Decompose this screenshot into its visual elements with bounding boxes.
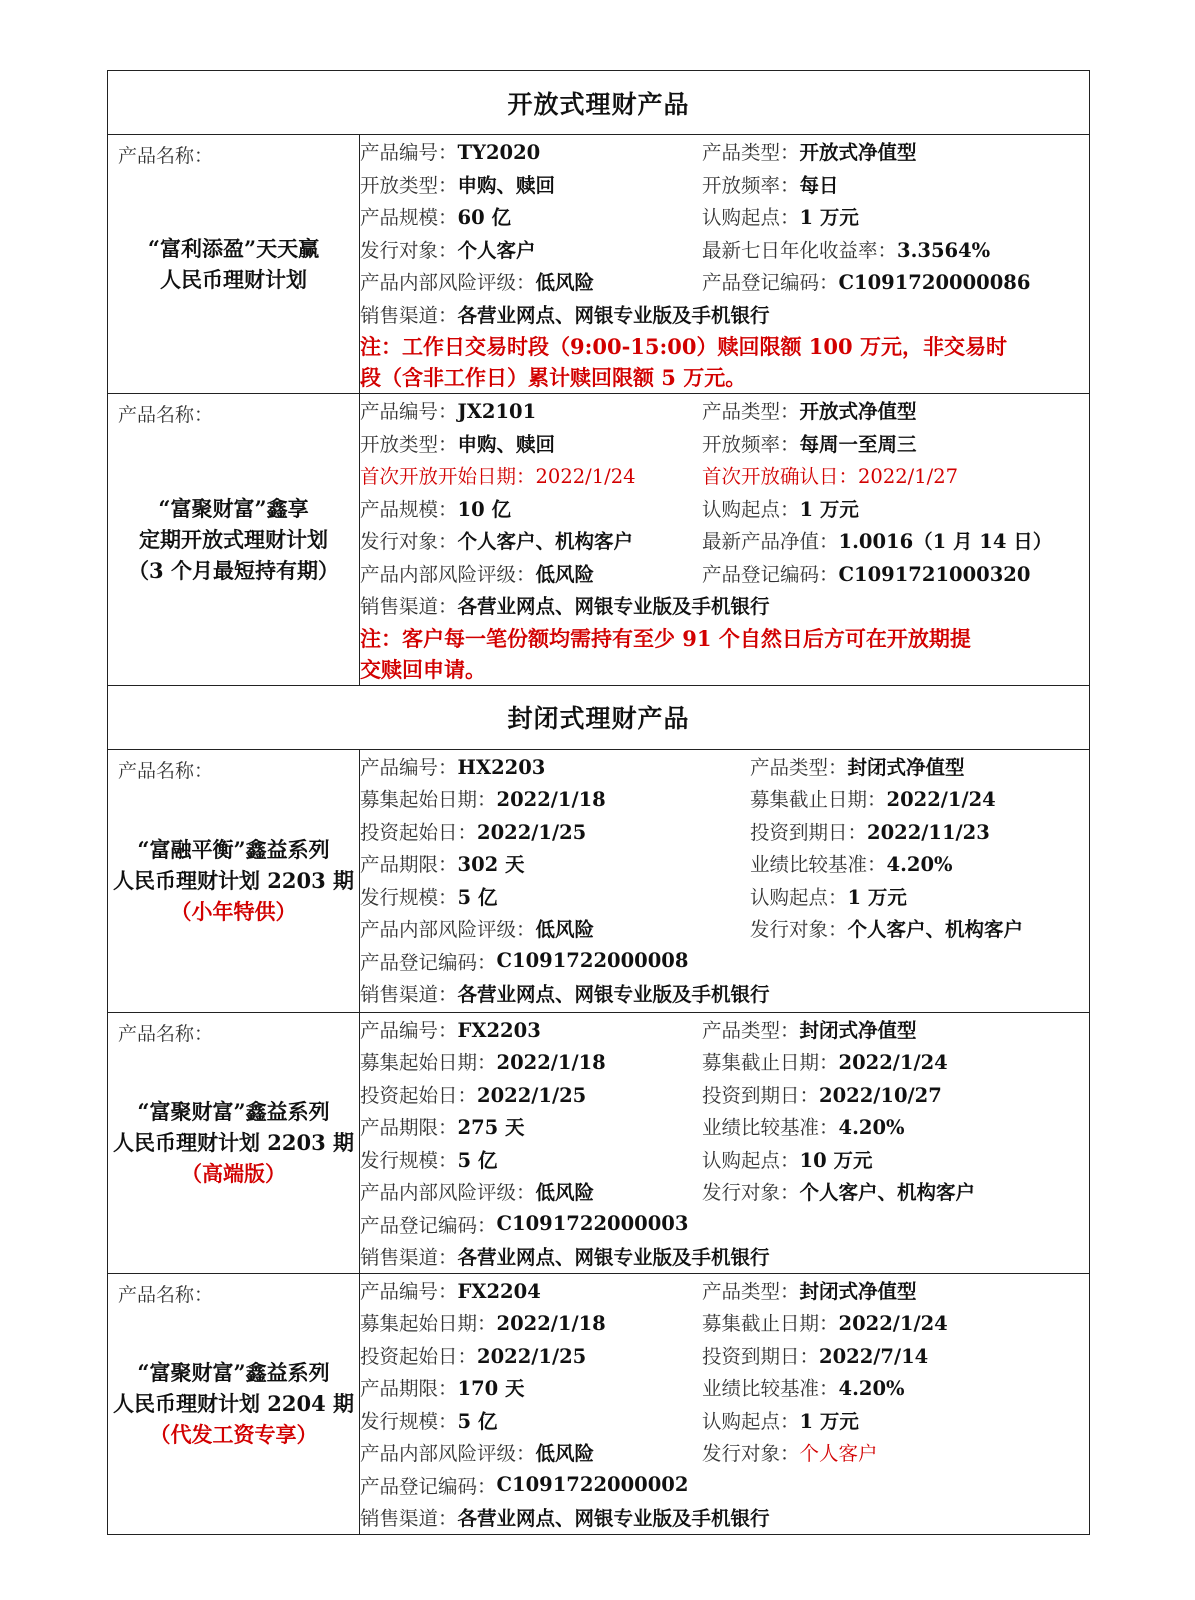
product-details-cell xyxy=(360,394,1090,686)
channel-value: 各营业网点、网银专业版及手机银行 xyxy=(457,595,770,619)
raise-end-label: 募集截止日期： xyxy=(750,788,887,812)
raise-end-value: 2022/1/24 xyxy=(838,1312,948,1336)
scale-label: 产品规模： xyxy=(360,206,458,230)
first-open-label: 首次开放开始日期： xyxy=(360,465,536,489)
first-open-value: 2022/1/24 xyxy=(535,465,636,489)
open-type-label: 开放类型： xyxy=(360,173,458,197)
channel-value: 各营业网点、网银专业版及手机银行 xyxy=(457,1507,770,1531)
product-table xyxy=(107,70,1090,1535)
product-name-line3: （高端版） xyxy=(181,1161,286,1186)
risk-label: 产品内部风险评级： xyxy=(360,918,536,942)
code-label: 产品编号： xyxy=(360,400,458,424)
risk-value: 低风险 xyxy=(535,1442,595,1466)
target-label: 发行对象： xyxy=(750,918,848,942)
invest-start-label: 投资起始日： xyxy=(360,1083,478,1107)
target-value: 个人客户 xyxy=(457,238,536,262)
invest-end-value: 2022/7/14 xyxy=(819,1344,929,1368)
invest-end-value: 2022/11/23 xyxy=(867,820,990,844)
raise-start-label: 募集起始日期： xyxy=(360,1312,497,1336)
issue-value: 5 亿 xyxy=(457,1409,498,1433)
min-label: 认购起点： xyxy=(702,1148,800,1172)
type-value: 封闭式净值型 xyxy=(847,755,965,779)
target-label: 发行对象： xyxy=(360,530,458,554)
bench-label: 业绩比较基准： xyxy=(750,853,887,877)
channel-value: 各营业网点、网银专业版及手机银行 xyxy=(457,1246,770,1270)
raise-end-label: 募集截止日期： xyxy=(702,1312,839,1336)
code-label: 产品编号： xyxy=(360,1018,458,1042)
min-value: 1 万元 xyxy=(847,885,907,909)
min-value: 10 万元 xyxy=(799,1148,873,1172)
type-value: 开放式净值型 xyxy=(799,141,917,165)
product-name-line1: “富融平衡”鑫益系列 xyxy=(137,837,330,862)
code-value: FX2204 xyxy=(457,1279,541,1303)
target-value: 个人客户、机构客户 xyxy=(799,1181,976,1205)
channel-label: 销售渠道： xyxy=(360,983,458,1007)
invest-start-label: 投资起始日： xyxy=(360,820,478,844)
target-label: 发行对象： xyxy=(702,1442,800,1466)
risk-value: 低风险 xyxy=(535,271,595,295)
product-name-label: 产品名称： xyxy=(118,1283,214,1306)
reg-label: 产品登记编码： xyxy=(702,562,839,586)
product-name-cell xyxy=(108,1012,360,1273)
yield-value: 3.3564% xyxy=(897,238,991,262)
product-name-line2: 定期开放式理财计划 xyxy=(139,526,328,552)
note-line2: 段（含非工作日）累计赎回限额 5 万元。 xyxy=(360,365,747,390)
code-value: TY2020 xyxy=(457,141,541,165)
raise-start-label: 募集起始日期： xyxy=(360,1051,497,1075)
type-value: 封闭式净值型 xyxy=(799,1018,917,1042)
type-value: 封闭式净值型 xyxy=(799,1279,917,1303)
freq-label: 开放频率： xyxy=(702,173,800,197)
raise-start-value: 2022/1/18 xyxy=(496,1312,606,1336)
reg-label: 产品登记编码： xyxy=(360,1474,497,1498)
risk-label: 产品内部风险评级： xyxy=(360,1442,536,1466)
target-value: 个人客户、机构客户 xyxy=(457,530,634,554)
open-type-label: 开放类型： xyxy=(360,432,458,456)
invest-end-label: 投资到期日： xyxy=(702,1083,820,1107)
term-label: 产品期限： xyxy=(360,1377,458,1401)
type-label: 产品类型： xyxy=(702,400,800,424)
product-details-cell xyxy=(360,1012,1090,1273)
product-name-label: 产品名称： xyxy=(118,145,214,167)
reg-value: C1091720000086 xyxy=(838,271,1031,295)
product-name-line3: （代发工资专享） xyxy=(149,1422,318,1447)
nav-value: 1.0016（1 月 14 日） xyxy=(838,530,1053,554)
type-label: 产品类型： xyxy=(702,1279,800,1303)
product-name-label: 产品名称： xyxy=(118,759,214,782)
product-details-cell xyxy=(360,749,1090,1012)
type-label: 产品类型： xyxy=(702,141,800,165)
code-value: FX2203 xyxy=(457,1018,541,1042)
min-value: 1 万元 xyxy=(799,1409,859,1433)
risk-value: 低风险 xyxy=(535,1181,595,1205)
code-label: 产品编号： xyxy=(360,1279,458,1303)
product-name-label: 产品名称： xyxy=(118,404,214,426)
min-label: 认购起点： xyxy=(702,497,800,521)
product-name-line1: “富聚财富”鑫享 xyxy=(158,495,309,521)
freq-label: 开放频率： xyxy=(702,432,800,456)
term-label: 产品期限： xyxy=(360,853,458,877)
type-value: 开放式净值型 xyxy=(799,400,917,424)
raise-start-label: 募集起始日期： xyxy=(360,788,497,812)
scale-value: 60 亿 xyxy=(457,206,511,230)
product-row-jx2101 xyxy=(108,394,1090,686)
min-label: 认购起点： xyxy=(750,885,848,909)
code-value: HX2203 xyxy=(457,755,546,779)
issue-label: 发行规模： xyxy=(360,885,458,909)
target-value: 个人客户、机构客户 xyxy=(847,918,1024,942)
yield-label: 最新七日年化收益率： xyxy=(702,238,898,262)
freq-value: 每周一至周三 xyxy=(799,432,917,456)
channel-label: 销售渠道： xyxy=(360,595,458,619)
product-row-hx2203 xyxy=(108,749,1090,1012)
channel-value: 各营业网点、网银专业版及手机银行 xyxy=(457,303,770,327)
channel-label: 销售渠道： xyxy=(360,1246,458,1270)
risk-label: 产品内部风险评级： xyxy=(360,1181,536,1205)
product-row-fx2203 xyxy=(108,1012,1090,1273)
reg-value: C1091722000008 xyxy=(496,949,689,973)
raise-end-value: 2022/1/24 xyxy=(838,1051,948,1075)
product-name-cell xyxy=(108,1273,360,1534)
first-confirm-value: 2022/1/27 xyxy=(858,465,959,489)
product-name-line1: “富聚财富”鑫益系列 xyxy=(137,1099,330,1124)
min-label: 认购起点： xyxy=(702,1409,800,1433)
bench-label: 业绩比较基准： xyxy=(702,1116,839,1140)
invest-end-value: 2022/10/27 xyxy=(819,1083,942,1107)
open-type-value: 申购、赎回 xyxy=(457,432,556,456)
risk-label: 产品内部风险评级： xyxy=(360,271,536,295)
closed-section-header xyxy=(108,685,1090,749)
invest-start-value: 2022/1/25 xyxy=(477,820,587,844)
channel-label: 销售渠道： xyxy=(360,303,458,327)
product-name-line2: 人民币理财计划 xyxy=(160,267,307,292)
risk-value: 低风险 xyxy=(535,562,595,586)
product-details-cell xyxy=(360,1273,1090,1534)
issue-label: 发行规模： xyxy=(360,1409,458,1433)
min-value: 1 万元 xyxy=(799,497,859,521)
invest-end-label: 投资到期日： xyxy=(702,1344,820,1368)
issue-value: 5 亿 xyxy=(457,1148,498,1172)
product-name-line3: （3 个月最短持有期） xyxy=(128,557,339,583)
bench-value: 4.20% xyxy=(838,1377,905,1401)
term-value: 275 天 xyxy=(457,1116,525,1140)
product-name-label: 产品名称： xyxy=(118,1022,214,1045)
open-section-header xyxy=(108,71,1090,135)
raise-start-value: 2022/1/18 xyxy=(496,1051,606,1075)
bench-label: 业绩比较基准： xyxy=(702,1377,839,1401)
term-value: 170 天 xyxy=(457,1377,525,1401)
product-name-line2: 人民币理财计划 2203 期 xyxy=(112,1130,355,1155)
product-name-line1: “富聚财富”鑫益系列 xyxy=(137,1360,330,1385)
code-value: JX2101 xyxy=(457,400,537,424)
product-note xyxy=(360,330,1089,393)
invest-start-value: 2022/1/25 xyxy=(477,1344,587,1368)
code-label: 产品编号： xyxy=(360,755,458,779)
product-details-cell xyxy=(360,135,1090,394)
min-value: 1 万元 xyxy=(799,206,859,230)
reg-value: C1091722000002 xyxy=(496,1473,689,1497)
product-row-ty2020 xyxy=(108,135,1090,394)
raise-end-label: 募集截止日期： xyxy=(702,1051,839,1075)
product-document xyxy=(107,70,1089,1535)
reg-label: 产品登记编码： xyxy=(702,271,839,295)
scale-label: 产品规模： xyxy=(360,497,458,521)
term-value: 302 天 xyxy=(457,853,525,877)
note-line1: 注：客户每一笔份额均需持有至少 91 个自然日后方可在开放期提 xyxy=(360,625,971,651)
open-section-title: 开放式理财产品 xyxy=(108,71,1090,135)
closed-section-title: 封闭式理财产品 xyxy=(108,685,1090,749)
reg-value: C1091722000003 xyxy=(496,1212,689,1236)
risk-label: 产品内部风险评级： xyxy=(360,562,536,586)
issue-value: 5 亿 xyxy=(457,885,498,909)
issue-label: 发行规模： xyxy=(360,1148,458,1172)
first-confirm-label: 首次开放确认日： xyxy=(702,465,859,489)
reg-label: 产品登记编码： xyxy=(360,950,497,974)
target-label: 发行对象： xyxy=(360,238,458,262)
product-note xyxy=(360,622,1089,685)
product-name-line2: 人民币理财计划 2203 期 xyxy=(112,868,355,893)
target-label: 发行对象： xyxy=(702,1181,800,1205)
product-name-line2: 人民币理财计划 2204 期 xyxy=(112,1391,355,1416)
bench-value: 4.20% xyxy=(886,853,953,877)
risk-value: 低风险 xyxy=(535,918,595,942)
reg-label: 产品登记编码： xyxy=(360,1213,497,1237)
product-name-cell xyxy=(108,749,360,1012)
note-line1: 注：工作日交易时段（9:00-15:00）赎回限额 100 万元，非交易时 xyxy=(360,334,1007,359)
type-label: 产品类型： xyxy=(702,1018,800,1042)
product-name-cell xyxy=(108,135,360,394)
product-name-line1: “富利添盈”天天赢 xyxy=(147,236,320,261)
invest-end-label: 投资到期日： xyxy=(750,820,868,844)
product-name-cell xyxy=(108,394,360,686)
channel-value: 各营业网点、网银专业版及手机银行 xyxy=(457,983,770,1007)
bench-value: 4.20% xyxy=(838,1116,905,1140)
target-value: 个人客户 xyxy=(799,1442,878,1466)
code-label: 产品编号： xyxy=(360,141,458,165)
freq-value: 每日 xyxy=(799,173,839,197)
reg-value: C1091721000320 xyxy=(838,562,1031,586)
raise-start-value: 2022/1/18 xyxy=(496,788,606,812)
invest-start-label: 投资起始日： xyxy=(360,1344,478,1368)
invest-start-value: 2022/1/25 xyxy=(477,1083,587,1107)
scale-value: 10 亿 xyxy=(457,497,511,521)
type-label: 产品类型： xyxy=(750,755,848,779)
channel-label: 销售渠道： xyxy=(360,1507,458,1531)
term-label: 产品期限： xyxy=(360,1116,458,1140)
open-type-value: 申购、赎回 xyxy=(457,173,556,197)
note-line2: 交赎回申请。 xyxy=(360,656,486,682)
min-label: 认购起点： xyxy=(702,206,800,230)
product-row-fx2204 xyxy=(108,1273,1090,1534)
raise-end-value: 2022/1/24 xyxy=(886,788,996,812)
product-name-line3: （小年特供） xyxy=(170,899,297,924)
nav-label: 最新产品净值： xyxy=(702,530,839,554)
